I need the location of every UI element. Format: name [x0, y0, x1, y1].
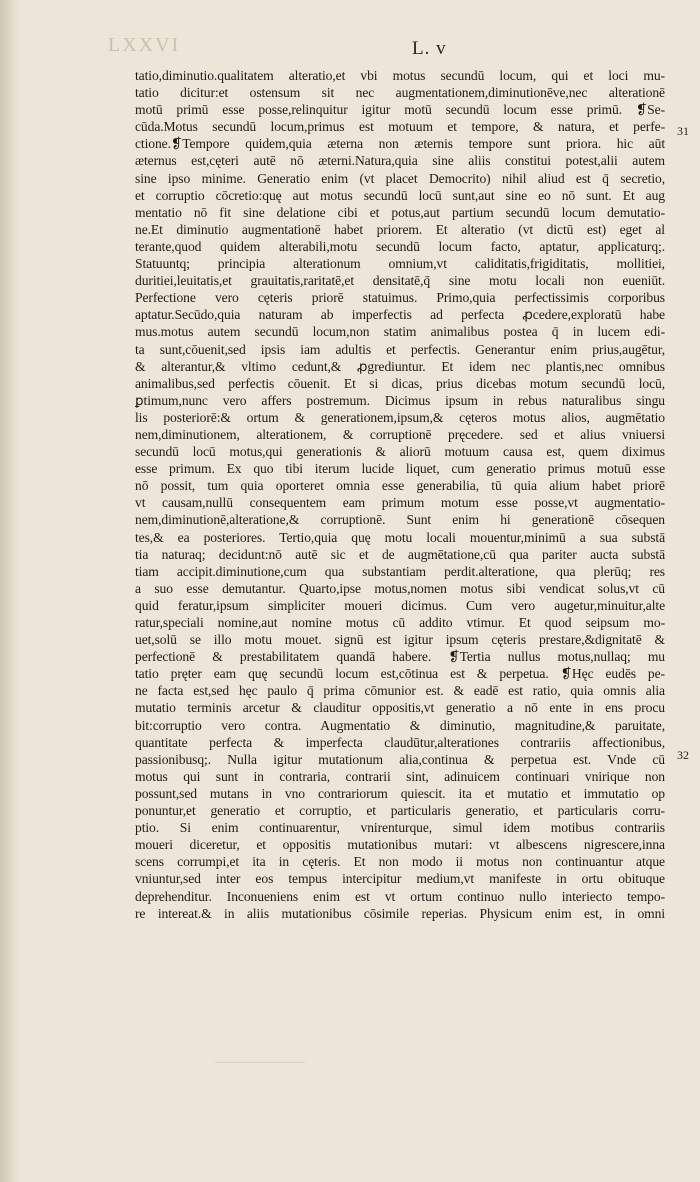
text-line: ctione.❡Tempore quidem,quia æterna non æternis tempore sunt priora. hic aūt: [135, 136, 665, 152]
text-line: mus.motus autem secundū locum,non statim animalibus postea q̄ in lucem edi-: [135, 324, 665, 340]
text-line: perfectionē & prestabilitatem quandā habere. ❡Tertia nullus motus,nullaq; mu: [135, 649, 665, 665]
text-line: ptio. Si enim continuarentur, vnirenturque, simul idem motibus contrariis: [135, 820, 665, 836]
text-line: vniuntur,sed inter eos tempus intercipitur medium,vt manifeste in ortu obituque: [135, 871, 665, 887]
text-line: mutatio terminis arcetur & clauditur oppositis,vt generatio a nō ente in ens procu: [135, 700, 665, 716]
text-line: Perfectione vero cęteris priorē statuimus. Primo,quia perfectissimis corporibus: [135, 290, 665, 306]
margin-number: 31: [677, 124, 689, 138]
text-line: & alterantur,& vltimo cedunt,& ꝓgrediuntur. Et idem nec plantis,nec omnibus: [135, 358, 665, 374]
text-line: animalibus,sed perfectis cōuenit. Et si dicas, prius dicebas motum secundū locū,: [135, 375, 665, 391]
text-line: tes,& ea posteriores. Tertio,quia quę motu locali mouentur,minimū a sua substā: [135, 529, 665, 545]
margin-number: 32: [677, 748, 689, 762]
text-line: tia naturaq; decidunt:nō autē sic et de augmētatione,cū qua pariter aucta substā: [135, 546, 665, 562]
text-line: ponuntur,et generatio et corruptio, et particularis generatio, et particularis corru-: [135, 803, 665, 819]
text-line: ne facta est,sed hęc paulo q̄ prima cōmunior est. & eadē est ratio, quia omnis alia: [135, 683, 665, 699]
text-line: et corruptio cōcretio:quę aut motus secundū locū sunt,aut sine eo nō sunt. Et aug: [135, 187, 665, 203]
text-line: quantitate perfecta & imperfecta claudūtur,alterationes contrariis affectionibus,: [135, 734, 665, 750]
text-line: sine ipso minime. Generatio enim (vt placet Democrito) nihil aliud est q̄ secretio,: [135, 170, 665, 186]
faint-bottom-rule: [215, 1062, 305, 1063]
text-line: duritiei,leuitatis,et grauitatis,raritatē,et densitatē,q̄ sine motu locali non eueniūt.: [135, 273, 665, 289]
text-line: tatio pręter eam quę secundū locum est,cōtinua est & perpetua. ❡Hęc eudēs pe-: [135, 666, 665, 682]
text-line: vt causam,nullū consequentem eam primum motum esse posse,vt augmentatio-: [135, 495, 665, 511]
text-line: a suo esse demutantur. Quarto,ipse motus,nomen motus sibi vendicat solus,vt cū: [135, 580, 665, 596]
text-line: uet,solū se illo motu mouet. signū est igitur ipsum cęteris prestare,&dignitatē &: [135, 632, 665, 648]
text-line: scens corrumpi,et ita in cęteris. Et non modo ii motus non continuantur atque: [135, 854, 665, 870]
text-line: nō possit, tum quia oporteret omnia esse generabilia, tū quia alium habet priorē: [135, 478, 665, 494]
text-line: æternus est,cęteri autē nō æterni.Natura,quia sine aliis constitui potest,alii autem: [135, 153, 665, 169]
text-line: lis posteriorē:& ortum & generationem,ipsum,& cęteros motus alios, augmētatio: [135, 409, 665, 425]
text-line: aptatur.Secūdo,quia naturam ab imperfectis ad perfecta ꝓcedere,exploratū habe: [135, 307, 665, 323]
text-line: [135, 922, 665, 939]
text-line: ne.Et diminutio augmentationē habet priorem. Et alteratio (vt dictū est) eget al: [135, 221, 665, 237]
text-line: ꝑtimum,nunc vero affers postremum. Dicimus ipsum in rebus naturalibus singu: [135, 392, 665, 408]
text-line: ta sunt,cōuenit,sed ipsis iam adultis et perfectis. Generantur enim prius,augētur,: [135, 341, 665, 357]
text-line: ratur,speciali nomine,aut nomine motus cū addito vtimur. Et quod seipsum mo-: [135, 615, 665, 630]
text-line: esse primum. Ex quo tibi iterum lucide liquet, cum generatio primus motuū esse: [135, 461, 665, 477]
text-line: tatio dicitur:et ostensum sit nec augmentationem,diminutionēve,nec alterationē: [135, 85, 665, 101]
text-line: nem,diminutionem, alterationem, & corruptionē pręcedere. sed et alius vniuersi: [135, 426, 665, 442]
text-line: secundū locū motus,qui generationis & aliorū motuum causa est, quem diximus: [135, 444, 665, 460]
text-line: motū primū esse posse,relinquitur igitur motū secundū locum esse primū. ❡Se-: [135, 102, 665, 118]
faint-header-show-through: LXXVI: [108, 34, 181, 56]
text-line: terante,quod quidem alterabili,motu secundū locum facto, aptatur, applicaturq;.: [135, 238, 665, 254]
text-line: motus qui sunt in contraria, contrarii sint, adinuicem continuari vnirique non: [135, 768, 665, 784]
text-line: tiam accipit.diminutione,cum qua substantiam perdit.alteratione, qua plerūq; res: [135, 563, 665, 579]
text-line: quid feratur,ipsum simpliciter moueri dicimus. Cum vero augetur,minuitur,alte: [135, 597, 665, 613]
text-line: passionibusq;. Nulla igitur mutationum alia,continua & perpetua est. Vnde cū: [135, 751, 665, 767]
text-line: cūda.Motus secundū locum,primus est motuum et tempore, & natura, et perfe-: [135, 119, 665, 135]
folio-number: L. v: [412, 38, 447, 59]
text-line: moueri diceretur, et oppositis mutationibus mutari: vt albescens nigrescere,inna: [135, 837, 665, 853]
text-line: tatio,diminutio.qualitatem alteratio,et vbi motus secundū locum, qui et loci mu-: [135, 68, 665, 83]
text-line: mentatio nō fit sine delatione cibi et potus,aut partium secundū locum demutatio-: [135, 204, 665, 220]
text-line: Statuuntq; principia alterationum omnium,vt caliditatis,frigiditatis, mollitiei,: [135, 256, 665, 272]
text-line: bit:corruptio vero contra. Augmentatio & diminutio, magnitudine,& paruitate,: [135, 717, 665, 733]
text-line: possunt,sed mutans in vno contrariorum quiescit. ita et mutatio et immutatio op: [135, 785, 665, 801]
body-text: [135, 67, 665, 939]
page-binding-shadow: [0, 0, 20, 1182]
text-line: re intereat.& in aliis mutationibus cōsimile reperias. Physicum enim est, in omni: [135, 905, 665, 921]
text-line: deprehenditur. Inconueniens enim est vt ortum continuo nullo interiecto tempo-: [135, 888, 665, 904]
text-line: nem,diminutionē,alteratione,& corruptionē. Sunt enim hi generationē cōsequen: [135, 512, 665, 528]
